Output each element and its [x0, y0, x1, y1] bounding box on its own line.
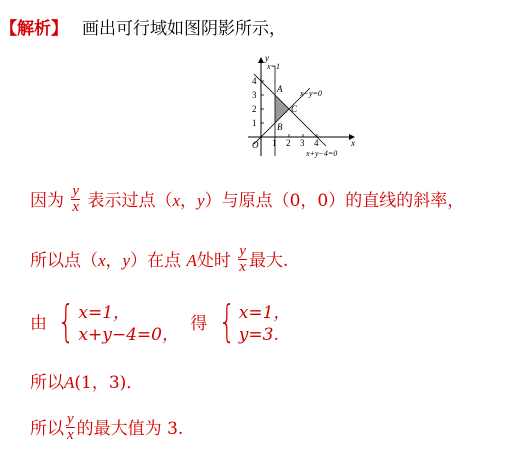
x-tick-4: 4 — [314, 138, 319, 148]
fraction-denominator: x — [67, 427, 74, 443]
text-segment: (1，3)． — [74, 373, 144, 393]
x-tick-3: 3 — [300, 138, 305, 148]
point-b-label: B — [277, 122, 283, 132]
text-segment: ， — [180, 191, 198, 211]
header-lead-text: 画出可行域如图阴影所示， — [82, 19, 286, 39]
solution-line-4 — [30, 368, 143, 393]
fraction-denominator: x — [72, 199, 80, 215]
point-a: A — [186, 251, 197, 270]
system-row: x=1， — [78, 303, 131, 323]
solution-line-5 — [30, 411, 184, 445]
fraction-y-over-x — [238, 244, 247, 275]
fraction-denominator: x — [239, 259, 246, 275]
shaded-region — [275, 95, 289, 123]
text-segment: 的最大值为 3. — [76, 419, 184, 439]
left-brace: { — [218, 296, 236, 347]
y-tick-3: 3 — [252, 90, 257, 100]
text-segment: 所以点（ — [30, 251, 98, 271]
solution-line-2 — [30, 243, 289, 277]
equation-system-1 — [52, 296, 179, 348]
point-a-label: A — [277, 84, 283, 94]
x-tick-2: 2 — [286, 138, 291, 148]
x1-line-label: x=1 — [267, 62, 280, 71]
line-x-plus-y-minus-4 — [254, 74, 326, 146]
feasible-region-figure — [234, 52, 374, 162]
x-plus-y-line-label: x+y−4=0 — [306, 149, 338, 158]
fraction-numerator: y — [239, 243, 246, 259]
text-segment: ）在点 — [130, 251, 182, 271]
system-row: y=3. — [238, 325, 279, 345]
text-segment: 最大. — [248, 251, 289, 271]
text-segment: 因为 — [30, 191, 64, 211]
y-axis-label: y — [265, 53, 269, 63]
fraction-numerator: y — [72, 183, 80, 199]
x-axis-label: x — [351, 138, 355, 148]
point-a: A — [64, 373, 75, 392]
text-segment: ）与原点（0，0）的直线的斜率， — [204, 191, 465, 211]
fraction-numerator: y — [67, 411, 74, 427]
text-segment: 处时 — [196, 251, 231, 271]
variable-y: y — [122, 251, 131, 270]
system-row: x=1， — [238, 303, 291, 323]
solution-line-3 — [30, 296, 291, 348]
variable-y: y — [197, 191, 205, 210]
y-tick-1: 1 — [252, 118, 257, 128]
y-tick-4: 4 — [252, 76, 257, 86]
fraction-y-over-x — [66, 412, 75, 443]
solution-header — [0, 14, 286, 39]
point-c-label: C — [291, 104, 298, 114]
text-segment: 得 — [190, 313, 208, 334]
text-segment: 所以 — [30, 373, 64, 393]
system-row: x+y−4=0， — [78, 325, 179, 345]
left-brace: { — [58, 296, 75, 347]
x-tick-1: 1 — [272, 138, 277, 148]
text-segment: ， — [105, 251, 123, 271]
text-segment: 由 — [30, 313, 47, 334]
equation-system-2 — [213, 296, 291, 348]
y-tick-2: 2 — [252, 104, 257, 114]
text-segment: 表示过点（ — [87, 191, 173, 211]
origin-label: O — [252, 140, 259, 150]
text-segment: 所以 — [30, 419, 64, 439]
fraction-y-over-x — [71, 184, 80, 215]
variable-x: x — [98, 251, 106, 270]
analysis-tag: 【解析】 — [0, 19, 68, 39]
solution-line-1 — [30, 183, 465, 217]
x-minus-y-line-label: x−y=0 — [300, 89, 322, 98]
variable-x: x — [172, 191, 181, 210]
